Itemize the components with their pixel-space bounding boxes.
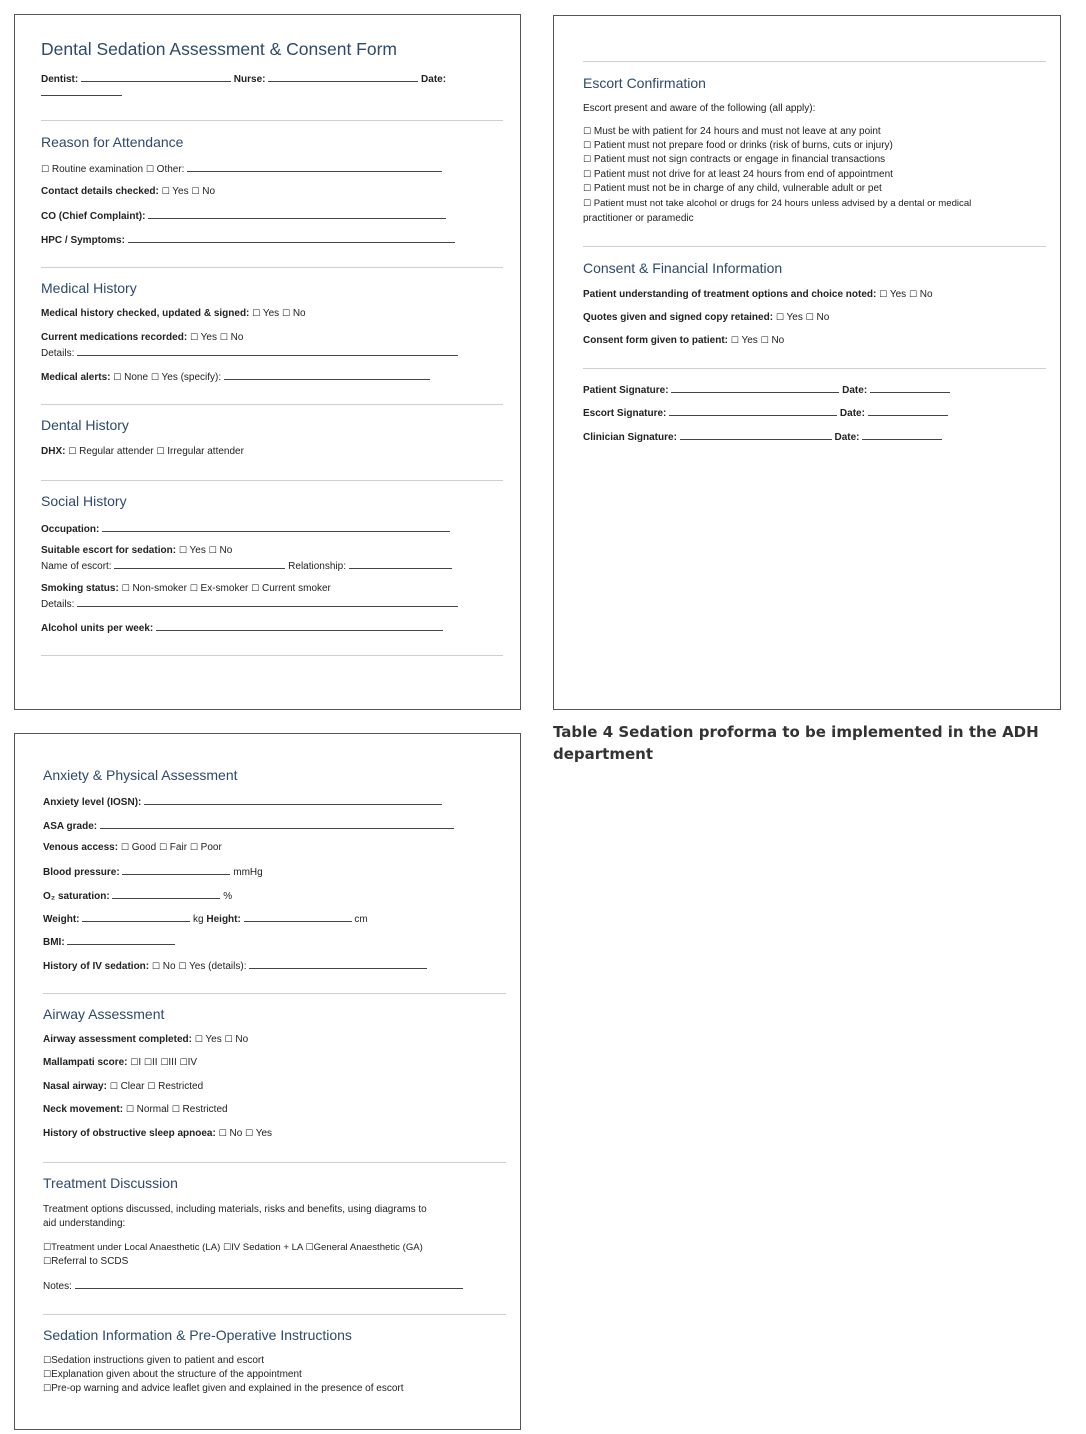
divider <box>41 655 503 656</box>
medications-details-field[interactable] <box>77 346 458 356</box>
grade-label: II <box>151 1057 158 1068</box>
divider <box>583 246 1046 247</box>
grade-label: IV <box>187 1057 198 1068</box>
iv-label: IV Sedation + LA <box>231 1242 303 1253</box>
airway-completed-row <box>43 1034 248 1045</box>
divider <box>41 480 503 481</box>
osa-label: History of obstructive sleep apnoea: <box>43 1128 216 1139</box>
yes-label: Yes <box>741 335 758 346</box>
divider <box>43 1162 506 1163</box>
divider <box>43 1314 506 1315</box>
checkbox-nasal-restricted[interactable]: ☐ <box>147 1081 156 1091</box>
section-dental-heading: Dental History <box>41 417 129 433</box>
co-label: CO (Chief Complaint): <box>41 211 146 222</box>
o2-field[interactable] <box>112 889 220 899</box>
notes-label: Notes: <box>43 1281 72 1292</box>
yes-label: Yes <box>889 289 907 300</box>
checkbox-escort-item[interactable]: ☐ <box>583 126 592 136</box>
percent-label: % <box>223 891 233 902</box>
checkbox-medical-yes[interactable]: ☐ <box>252 308 261 318</box>
alcohol-field[interactable] <box>156 621 443 631</box>
escort-item-text: Patient must not take alcohol or drugs for 24 hours unless advised by a dental or medical <box>593 198 972 209</box>
checkbox-venous-good[interactable]: ☐ <box>120 842 129 852</box>
yes-label: Yes <box>786 312 803 323</box>
checkbox-mallampati[interactable]: ☐ <box>130 1057 139 1067</box>
asa-field[interactable] <box>100 819 454 829</box>
occupation-label: Occupation: <box>41 524 100 535</box>
checkbox-escort-item[interactable]: ☐ <box>583 169 592 179</box>
kg-label: kg <box>193 914 204 925</box>
venous-label: Venous access: <box>43 842 119 853</box>
checkbox-neck-normal[interactable]: ☐ <box>125 1104 134 1114</box>
checkbox-regular[interactable]: ☐ <box>68 446 77 456</box>
divider <box>41 267 503 268</box>
height-field[interactable] <box>244 912 352 922</box>
consent-form-row <box>583 335 784 346</box>
yes-label: Yes <box>205 1034 222 1045</box>
sedation-item-text: Pre-op warning and advice leaflet given and explained in the presence of escort <box>51 1383 404 1394</box>
checkbox-medical-no[interactable]: ☐ <box>281 308 291 318</box>
checkbox-osa-yes[interactable]: ☐ <box>245 1128 254 1138</box>
checkbox-sedation-item[interactable]: ☐ <box>43 1355 52 1365</box>
quotes-row <box>583 312 829 323</box>
checkbox-airway-no[interactable]: ☐ <box>224 1034 233 1044</box>
grade-label: III <box>168 1057 177 1068</box>
patient-signature-row <box>583 383 950 396</box>
checkbox-airway-yes[interactable]: ☐ <box>194 1034 203 1044</box>
checkbox-sedation-item[interactable]: ☐ <box>43 1383 52 1393</box>
checkbox-irregular[interactable]: ☐ <box>156 446 165 456</box>
contact-row <box>41 186 215 197</box>
hpc-label: HPC / Symptoms: <box>41 235 125 246</box>
checkbox-contact-no[interactable]: ☐ <box>191 186 200 196</box>
relationship-field[interactable] <box>349 559 452 569</box>
section-reason-heading: Reason for Attendance <box>41 134 184 150</box>
routine-label: Routine examination <box>51 164 144 175</box>
sedation-item <box>43 1383 404 1394</box>
section-consent-heading: Consent & Financial Information <box>583 260 783 276</box>
bmi-label: BMI: <box>43 937 65 948</box>
form-title: Dental Sedation Assessment & Consent Form <box>41 39 398 59</box>
divider <box>583 368 1046 369</box>
section-sedation-heading: Sedation Information & Pre-Operative Instructions <box>43 1327 352 1343</box>
bp-label: Blood pressure: <box>43 867 120 878</box>
la-label: Treatment under Local Anaesthetic (LA) <box>51 1242 221 1253</box>
referral-row <box>43 1256 128 1267</box>
notes-row <box>43 1279 463 1292</box>
patient-signature-field[interactable] <box>671 383 839 393</box>
checkbox-ex-smoker[interactable]: ☐ <box>189 583 198 593</box>
bmi-row <box>43 935 175 948</box>
patient-signature-label: Patient Signature: <box>583 385 669 396</box>
poor-label: Poor <box>200 842 222 853</box>
hpc-row <box>41 233 455 246</box>
clear-label: Clear <box>120 1081 145 1092</box>
escort-item <box>583 198 971 209</box>
referral-label: Referral to SCDS <box>51 1256 129 1267</box>
details-label: Details: <box>41 348 75 359</box>
checkbox-consent-form-no[interactable]: ☐ <box>760 335 769 345</box>
co-field[interactable] <box>148 209 446 219</box>
divider <box>583 61 1046 62</box>
clinician-date-field[interactable] <box>862 430 942 440</box>
checkbox-alerts-none[interactable]: ☐ <box>113 372 122 382</box>
checkbox-quotes-yes[interactable]: ☐ <box>775 312 784 322</box>
escort-item-text: Patient must not sign contracts or engage in financial transactions <box>593 154 886 165</box>
checkbox-escort-item[interactable]: ☐ <box>583 183 592 193</box>
patient-date-field[interactable] <box>870 383 950 393</box>
form-page-2 <box>553 15 1061 710</box>
height-label: Height: <box>206 914 241 925</box>
alcohol-label: Alcohol units per week: <box>41 623 154 634</box>
medications-details-row <box>41 346 458 359</box>
regular-label: Regular attender <box>79 446 154 457</box>
alerts-label: Medical alerts: <box>41 372 111 383</box>
smoking-label: Smoking status: <box>41 583 119 594</box>
checkbox-treatment-la[interactable]: ☐ <box>43 1242 52 1252</box>
yes-label: Yes <box>262 308 280 319</box>
anxiety-level-field[interactable] <box>144 795 442 805</box>
section-treatment-heading: Treatment Discussion <box>43 1175 178 1191</box>
asa-label: ASA grade: <box>43 821 98 832</box>
treatment-options-row <box>43 1242 423 1253</box>
checkbox-medications-yes[interactable]: ☐ <box>189 332 199 342</box>
occupation-field[interactable] <box>102 522 450 532</box>
section-escort-heading: Escort Confirmation <box>583 75 706 91</box>
no-label: No <box>162 961 176 972</box>
checkbox-venous-fair[interactable]: ☐ <box>158 842 168 852</box>
escort-item <box>583 169 893 180</box>
checkbox-referral[interactable]: ☐ <box>43 1256 52 1266</box>
escort-item-text: Patient must not prepare food or drinks (risk of burns, cuts or injury) <box>593 140 893 151</box>
sedation-item-text: Sedation instructions given to patient and escort <box>51 1355 264 1366</box>
escort-label: Suitable escort for sedation: <box>41 545 177 556</box>
table-caption: Table 4 Sedation proforma to be implemented in the ADH department <box>553 723 1039 763</box>
section-social-heading: Social History <box>41 493 127 509</box>
checkbox-routine[interactable]: ☐ <box>41 164 50 174</box>
weight-height-row <box>43 912 368 925</box>
consent-form-label: Consent form given to patient: <box>583 335 728 346</box>
escort-item <box>583 126 881 137</box>
clinician-signature-field[interactable] <box>680 430 832 440</box>
no-label: No <box>229 1128 243 1139</box>
bmi-field[interactable] <box>67 935 175 945</box>
checkbox-treatment-iv[interactable]: ☐ <box>222 1242 232 1252</box>
form-page-3 <box>14 733 521 1430</box>
smoking-details-row <box>41 597 458 610</box>
clinician-signature-label: Clinician Signature: <box>583 432 677 443</box>
medications-label: Current medications recorded: <box>41 332 188 343</box>
yes-label: Yes <box>255 1128 273 1139</box>
good-label: Good <box>131 842 157 853</box>
dhx-label: DHX: <box>41 446 66 457</box>
escort-row <box>41 545 232 556</box>
understanding-row <box>583 289 933 300</box>
checkbox-treatment-ga[interactable]: ☐ <box>305 1242 314 1252</box>
date-label: Date: <box>839 408 865 419</box>
dentist-label: Dentist: <box>41 74 79 85</box>
cm-label: cm <box>354 914 368 925</box>
grade-label: I <box>138 1057 142 1068</box>
smoking-row <box>41 583 331 594</box>
mallampati-label: Mallampati score: <box>43 1057 128 1068</box>
alerts-row <box>41 370 430 383</box>
mallampati-row <box>43 1057 197 1068</box>
checkbox-other[interactable]: ☐ <box>145 164 154 174</box>
checkbox-non-smoker[interactable]: ☐ <box>121 583 130 593</box>
no-label: No <box>816 312 830 323</box>
fair-label: Fair <box>169 842 188 853</box>
checkbox-understanding-no[interactable]: ☐ <box>908 289 918 299</box>
neck-row <box>43 1104 228 1115</box>
other-label: Other: <box>156 164 185 175</box>
no-label: No <box>202 186 216 197</box>
checkbox-escort-item[interactable]: ☐ <box>583 140 592 150</box>
section-medical-heading: Medical History <box>41 280 137 296</box>
iv-history-label: History of IV sedation: <box>43 961 150 972</box>
escort-item <box>583 154 885 165</box>
escort-name-row <box>41 559 452 572</box>
escort-item-text: Patient must not drive for at least 24 hours from end of appointment <box>593 169 893 180</box>
understanding-label: Patient understanding of treatment options and choice noted: <box>583 289 877 300</box>
mmhg-label: mmHg <box>233 867 263 878</box>
sedation-item <box>43 1369 302 1380</box>
checkbox-nasal-clear[interactable]: ☐ <box>109 1081 118 1091</box>
non-smoker-label: Non-smoker <box>132 583 187 594</box>
co-row <box>41 209 446 222</box>
yes-label: Yes <box>172 186 189 197</box>
sedation-item-text: Explanation given about the structure of the appointment <box>51 1369 302 1380</box>
ga-label: General Anaesthetic (GA) <box>313 1242 423 1253</box>
bp-row <box>43 865 263 878</box>
clinician-signature-row <box>583 430 942 443</box>
escort-item-text: Patient must not be in charge of any child, vulnerable adult or pet <box>593 183 882 194</box>
divider <box>41 120 503 121</box>
checkbox-understanding-yes[interactable]: ☐ <box>879 289 888 299</box>
no-label: No <box>235 1034 249 1045</box>
checkbox-iv-yes[interactable]: ☐ <box>178 961 187 971</box>
header-fields <box>41 72 446 85</box>
alerts-field[interactable] <box>224 370 430 380</box>
checkbox-escort-no[interactable]: ☐ <box>208 545 217 555</box>
treatment-intro-line2: aid understanding: <box>43 1218 126 1229</box>
yes-label: Yes <box>200 332 217 343</box>
checkbox-escort-yes[interactable]: ☐ <box>178 545 187 555</box>
weight-field[interactable] <box>82 912 190 922</box>
venous-row <box>43 842 222 853</box>
checkbox-osa-no[interactable]: ☐ <box>218 1128 227 1138</box>
restricted-label: Restricted <box>182 1104 228 1115</box>
restricted-label: Restricted <box>158 1081 204 1092</box>
checkbox-quotes-no[interactable]: ☐ <box>805 312 814 322</box>
date-label: Date: <box>834 432 860 443</box>
date-label: Date: <box>842 385 868 396</box>
no-label: No <box>919 289 933 300</box>
date-field[interactable] <box>41 86 122 96</box>
checkbox-iv-no[interactable]: ☐ <box>151 961 160 971</box>
escort-intro: Escort present and aware of the following (all apply): <box>583 103 816 114</box>
dhx-row <box>41 446 244 457</box>
ex-smoker-label: Ex-smoker <box>200 583 249 594</box>
checkbox-escort-item[interactable]: ☐ <box>583 198 592 208</box>
no-label: No <box>771 335 785 346</box>
yes-details-label: Yes (details): <box>189 961 247 972</box>
o2-label: O₂ saturation: <box>43 891 110 902</box>
checkbox-sedation-item[interactable]: ☐ <box>43 1369 52 1379</box>
escort-date-field[interactable] <box>868 406 948 416</box>
section-anxiety-heading: Anxiety & Physical Assessment <box>43 767 238 783</box>
treatment-intro-line1: Treatment options discussed, including materials, risks and benefits, using diagrams to <box>43 1204 427 1215</box>
quotes-label: Quotes given and signed copy retained: <box>583 312 774 323</box>
escort-name-label: Name of escort: <box>41 561 112 572</box>
smoking-details-field[interactable] <box>77 597 458 607</box>
contact-label: Contact details checked: <box>41 186 159 197</box>
iv-details-field[interactable] <box>249 959 427 969</box>
anxiety-level-row <box>43 795 442 808</box>
anxiety-level-label: Anxiety level (IOSN): <box>43 797 142 808</box>
normal-label: Normal <box>136 1104 169 1115</box>
neck-label: Neck movement: <box>43 1104 124 1115</box>
escort-item-continued: practitioner or paramedic <box>583 213 694 224</box>
divider <box>41 404 503 405</box>
airway-completed-label: Airway assessment completed: <box>43 1034 192 1045</box>
osa-row <box>43 1128 272 1139</box>
nurse-field[interactable] <box>268 72 418 82</box>
details-label: Details: <box>41 599 75 610</box>
escort-signature-field[interactable] <box>669 406 837 416</box>
hpc-field[interactable] <box>128 233 455 243</box>
escort-item <box>583 183 882 194</box>
reason-row <box>41 162 442 175</box>
no-label: No <box>219 545 233 556</box>
medical-checked-row <box>41 308 306 319</box>
sedation-item <box>43 1355 264 1366</box>
checkbox-alerts-yes[interactable]: ☐ <box>150 372 159 382</box>
medications-row <box>41 332 243 343</box>
bp-field[interactable] <box>122 865 230 875</box>
escort-signature-label: Escort Signature: <box>583 408 667 419</box>
alcohol-row <box>41 621 443 634</box>
checkbox-mallampati[interactable]: ☐ <box>179 1057 188 1067</box>
escort-name-field[interactable] <box>114 559 285 569</box>
yes-label: Yes <box>189 545 206 556</box>
nasal-label: Nasal airway: <box>43 1081 107 1092</box>
asa-row <box>43 819 454 832</box>
checkbox-neck-restricted[interactable]: ☐ <box>171 1104 180 1114</box>
checkbox-medications-no[interactable]: ☐ <box>219 332 228 342</box>
form-page-1 <box>14 14 521 710</box>
checkbox-consent-form-yes[interactable]: ☐ <box>730 335 739 345</box>
date-label: Date: <box>421 74 447 85</box>
nasal-row <box>43 1081 203 1092</box>
iv-history-row <box>43 959 427 972</box>
no-label: No <box>230 332 244 343</box>
checkbox-current-smoker[interactable]: ☐ <box>251 583 260 593</box>
checkbox-venous-poor[interactable]: ☐ <box>189 842 198 852</box>
dentist-field[interactable] <box>81 72 231 82</box>
checkbox-mallampati[interactable]: ☐ <box>143 1057 152 1067</box>
current-smoker-label: Current smoker <box>261 583 331 594</box>
none-label: None <box>124 372 149 383</box>
escort-item <box>583 140 893 151</box>
weight-label: Weight: <box>43 914 80 925</box>
other-field[interactable] <box>187 162 442 172</box>
escort-item-text: Must be with patient for 24 hours and must not leave at any point <box>593 126 881 137</box>
checkbox-mallampati[interactable]: ☐ <box>160 1057 169 1067</box>
o2-row <box>43 889 232 902</box>
no-label: No <box>292 308 306 319</box>
section-airway-heading: Airway Assessment <box>43 1006 165 1022</box>
divider <box>43 993 506 994</box>
medical-checked-label: Medical history checked, updated & signed: <box>41 308 250 319</box>
escort-signature-row <box>583 406 948 419</box>
yes-specify-label: Yes (specify): <box>161 372 222 383</box>
notes-field[interactable] <box>75 1279 463 1289</box>
checkbox-contact-yes[interactable]: ☐ <box>161 186 170 196</box>
occupation-row <box>41 522 450 535</box>
nurse-label: Nurse: <box>233 74 266 85</box>
irregular-label: Irregular attender <box>167 446 244 457</box>
relationship-label: Relationship: <box>288 561 346 572</box>
checkbox-escort-item[interactable]: ☐ <box>583 154 592 164</box>
